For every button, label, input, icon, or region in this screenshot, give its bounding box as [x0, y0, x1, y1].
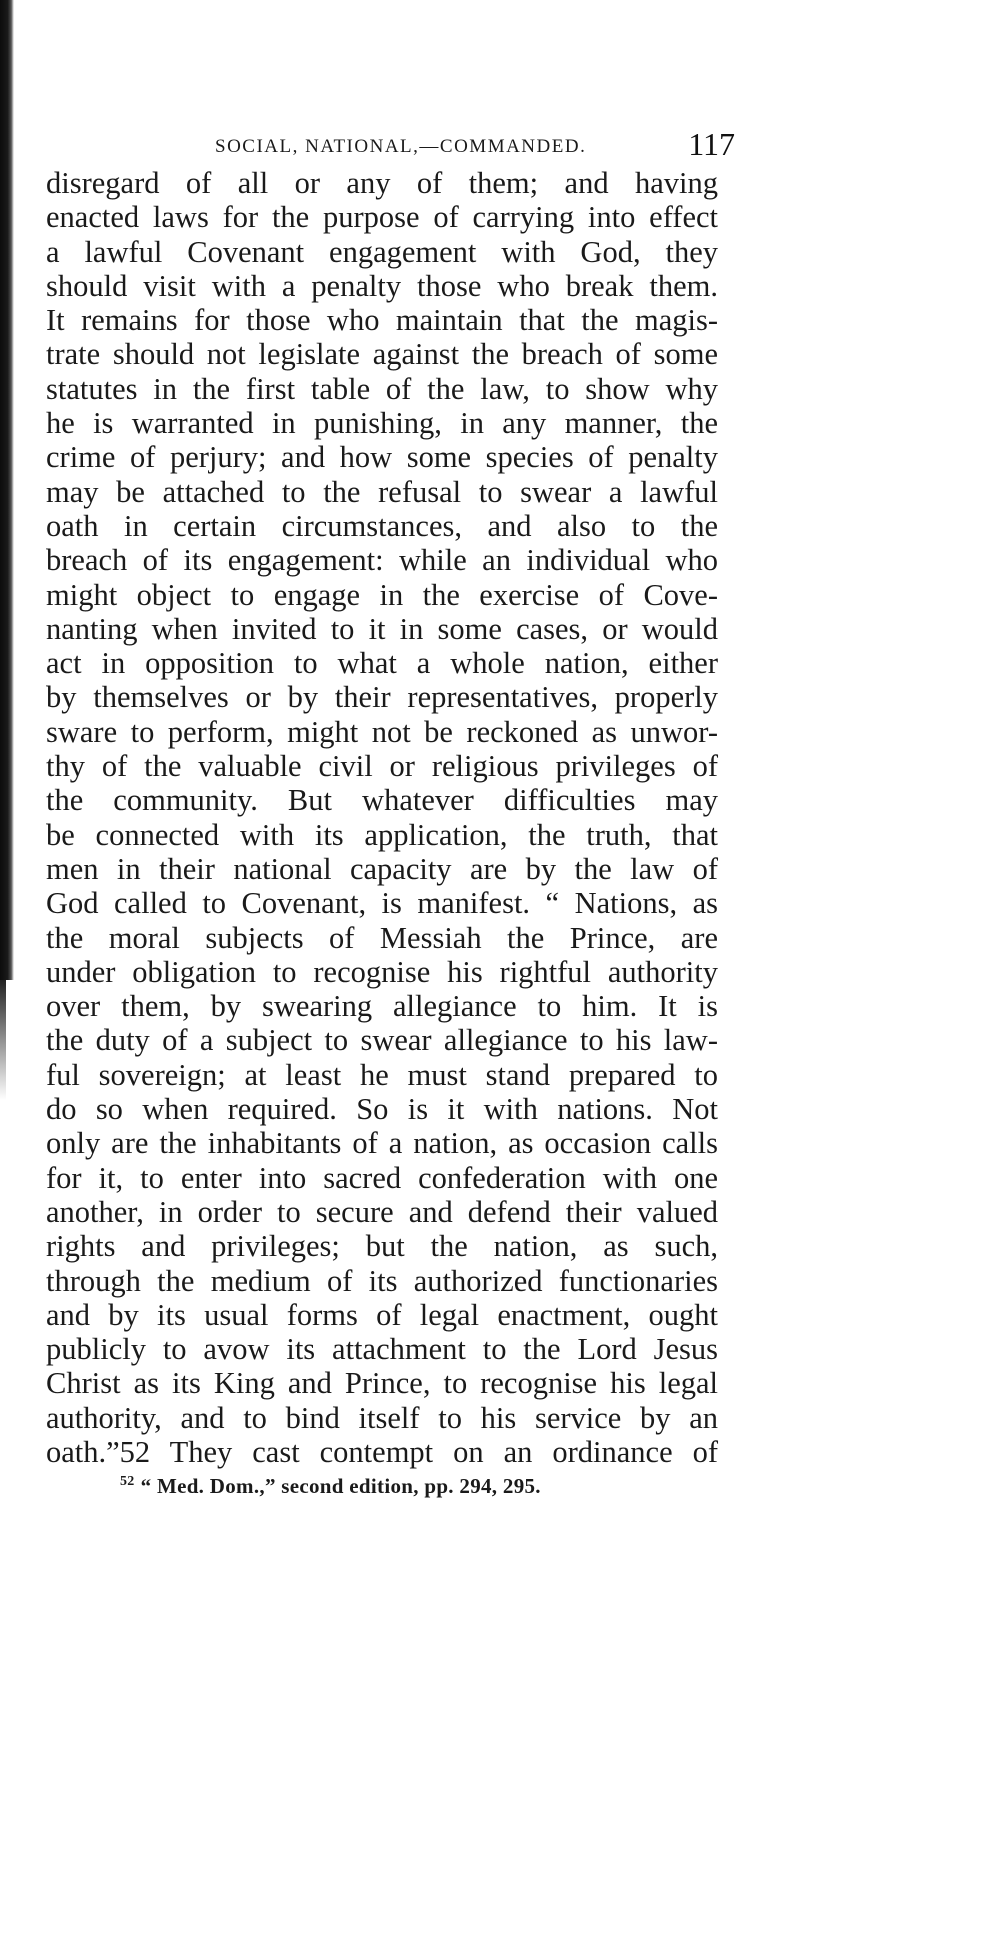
text-line: he is warranted in punishing, in any manner, the [46, 406, 718, 441]
text-line: crime of perjury; and how some species of penalty [46, 440, 718, 475]
text-line: another, in order to secure and defend their valued [46, 1194, 718, 1229]
text-line: Christ as its King and Prince, to recognise his legal [46, 1366, 718, 1401]
page-number: 117 [688, 126, 735, 162]
text-line: a lawful Covenant engagement with God, they [46, 234, 718, 269]
text-line: only are the inhabitants of a nation, as occasion calls [46, 1126, 718, 1161]
running-head [215, 126, 735, 166]
text-line: men in their national capacity are by the law of [46, 851, 718, 886]
text-line: under obligation to recognise his rightful authority [46, 954, 718, 989]
text-line: oath.”52 They cast contempt on an ordinance of [46, 1434, 718, 1469]
text-line: may be attached to the refusal to swear a lawful [46, 474, 718, 509]
text-line: publicly to avow its attachment to the Lord Jesus [46, 1332, 718, 1367]
text-line: authority, and to bind itself to his service by an [46, 1400, 718, 1435]
text-line: be connected with its application, the truth, that [46, 817, 718, 852]
text-line: trate should not legislate against the breach of some [46, 337, 718, 372]
text-line: breach of its engagement: while an individual who [46, 543, 718, 578]
text-line: nanting when invited to it in some cases, or would [46, 611, 718, 646]
text-line: for it, to enter into sacred confederation with one [46, 1160, 718, 1195]
text-line: might object to engage in the exercise of Cove- [46, 577, 718, 612]
text-line: thy of the valuable civil or religious privileges of [46, 749, 718, 784]
text-line: the moral subjects of Messiah the Prince, are [46, 920, 718, 955]
text-line: should visit with a penalty those who break them. [46, 268, 718, 303]
text-line: act in opposition to what a whole nation, either [46, 646, 718, 681]
text-line: sware to perform, might not be reckoned as unwor- [46, 714, 718, 749]
text-line: rights and privileges; but the nation, as such, [46, 1229, 718, 1264]
text-line: disregard of all or any of them; and having [46, 166, 718, 200]
text-line: and by its usual forms of legal enactment, ought [46, 1297, 718, 1332]
text-line: oath in certain circumstances, and also to the [46, 508, 718, 543]
footnote-number: 52 [120, 1474, 135, 1489]
text-line: ful sovereign; at least he must stand prepared to [46, 1057, 718, 1092]
body-text [46, 166, 718, 1469]
text-line: by themselves or by their representatives, properly [46, 680, 718, 715]
binding-edge-tail [0, 980, 6, 1100]
text-line: the duty of a subject to swear allegiance to his law- [46, 1023, 718, 1058]
text-line: over them, by swearing allegiance to him. It is [46, 989, 718, 1024]
binding-edge-shadow [0, 0, 14, 980]
running-title: SOCIAL, NATIONAL,—COMMANDED. [215, 136, 587, 157]
footnote-text: “ Med. Dom.,” second edition, pp. 294, 295. [140, 1474, 541, 1498]
text-line: the community. But whatever difficulties may [46, 783, 718, 818]
footnote [120, 1474, 541, 1499]
text-line: statutes in the first table of the law, to show why [46, 371, 718, 406]
text-line: God called to Covenant, is manifest. “ Nations, as [46, 886, 718, 921]
text-line: through the medium of its authorized functionaries [46, 1263, 718, 1298]
text-line: It remains for those who maintain that the magis- [46, 303, 718, 338]
text-line: enacted laws for the purpose of carrying into effect [46, 200, 718, 235]
text-line: do so when required. So is it with nations. Not [46, 1092, 718, 1127]
